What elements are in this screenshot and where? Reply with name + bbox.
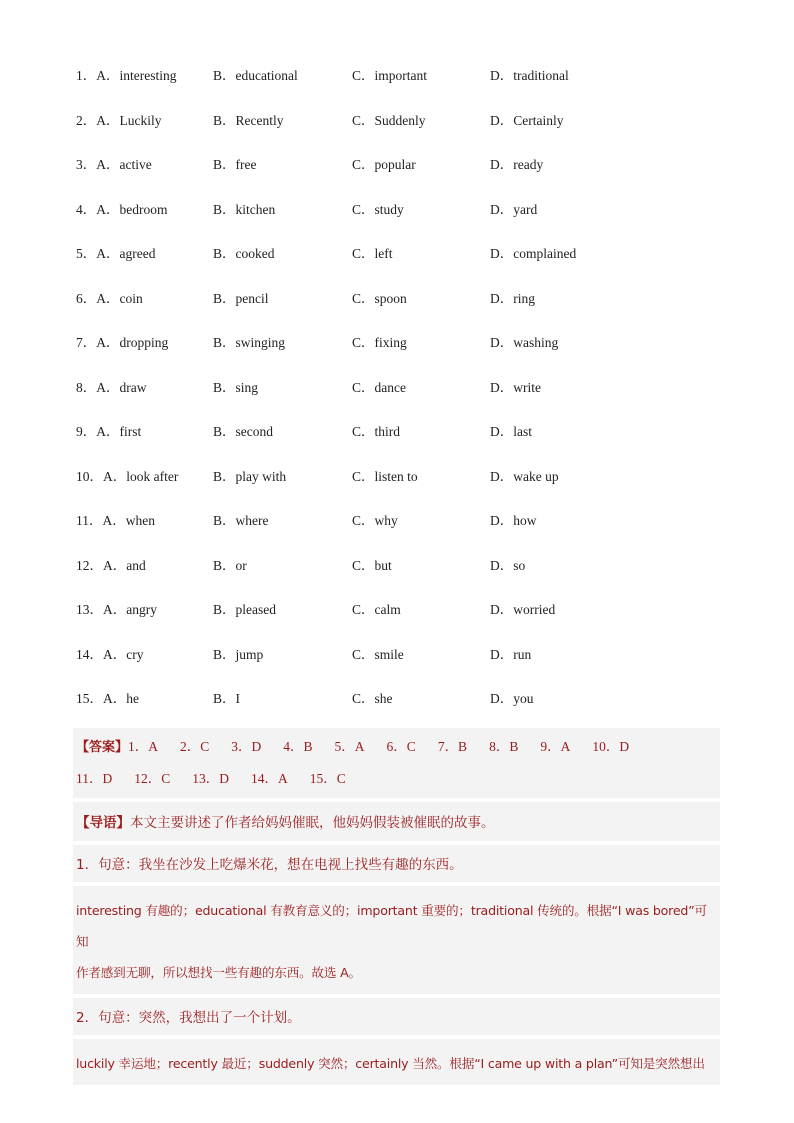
option-b: B．free	[213, 157, 257, 172]
option-c: C．popular	[352, 157, 416, 172]
question-number: 2．	[76, 112, 97, 128]
option-d: D．last	[490, 424, 532, 439]
option-b: B．Recently	[213, 112, 284, 128]
question-number: 12．	[76, 557, 103, 573]
answer-item: 7．B	[437, 739, 468, 754]
option-a: A．dropping	[96, 335, 169, 350]
option-d: D．ring	[490, 290, 535, 306]
option-b: B．jump	[213, 646, 264, 662]
option-c: C．important	[352, 68, 427, 83]
option-b: B．or	[213, 557, 247, 573]
option-b: B．educational	[213, 68, 298, 83]
question-number-option-a	[76, 331, 168, 355]
option-c: C．dance	[352, 379, 406, 395]
option-a: A．first	[96, 424, 142, 439]
analysis-line: luckily 幸运地；recently 最近；suddenly 突然；certainly 当然。根据“I came up with a plan”可知是突然想出	[76, 1056, 705, 1071]
question-row	[76, 687, 716, 732]
option-d: D．Certainly	[490, 112, 564, 128]
question-row	[76, 64, 716, 109]
option-d: D．how	[490, 513, 537, 528]
answer-key	[73, 728, 720, 798]
option-d: D．so	[490, 557, 526, 573]
option-c: C．why	[352, 513, 398, 528]
answer-item: 10．D	[592, 739, 630, 754]
question-number: 4．	[76, 201, 97, 217]
answer-item: 13．D	[192, 771, 230, 786]
option-b: B．sing	[213, 379, 259, 395]
option-b: B．swinging	[213, 335, 286, 350]
question-number-option-a	[76, 687, 139, 711]
analysis-line: 作者感到无聊，所以想找一些有趣的东西。故选 A。	[76, 965, 361, 980]
translation-2: 2．句意：突然，我想出了一个计划。	[76, 1010, 301, 1026]
question-number-option-a	[76, 420, 141, 444]
answer-item: 15．C	[309, 771, 346, 786]
question-number-option-a	[76, 198, 168, 222]
option-d: D．you	[490, 691, 534, 706]
option-b: B．I	[213, 691, 240, 706]
question-number: 15．	[76, 691, 103, 706]
option-c: C．listen to	[352, 468, 418, 484]
divider	[73, 882, 720, 886]
question-number-option-a	[76, 554, 146, 578]
question-number-option-a	[76, 287, 143, 311]
option-a: A．angry	[103, 602, 157, 617]
option-a: A．active	[96, 157, 152, 172]
option-a: A．he	[103, 691, 139, 706]
answer-item: 5．A	[334, 739, 365, 754]
question-number: 5．	[76, 246, 97, 261]
answer-item: 4．B	[283, 739, 313, 754]
option-a: A．bedroom	[96, 201, 168, 217]
option-a: A．draw	[96, 379, 147, 395]
question-row	[76, 465, 716, 510]
divider	[73, 994, 720, 998]
option-a: A．look after	[103, 468, 179, 484]
option-c: C．left	[352, 246, 393, 261]
analysis-2	[73, 1042, 720, 1085]
option-d: D．traditional	[490, 68, 569, 83]
question-row	[76, 287, 716, 332]
question-number: 9．	[76, 424, 97, 439]
answer-item: 6．C	[386, 739, 416, 754]
question-number: 3．	[76, 157, 97, 172]
option-c: C．third	[352, 424, 401, 439]
analysis-1	[73, 889, 720, 994]
option-d: D．ready	[490, 157, 544, 172]
option-c: C．calm	[352, 602, 401, 617]
option-a: A．Luckily	[96, 112, 162, 128]
option-a: A．cry	[103, 646, 144, 662]
option-d: D．worried	[490, 602, 556, 617]
question-number: 13．	[76, 602, 103, 617]
question-row	[76, 109, 716, 154]
option-a: A．when	[102, 513, 155, 528]
answer-item: 2．C	[180, 739, 210, 754]
answer-item: 1．A	[128, 739, 159, 754]
question-row	[76, 509, 716, 554]
question-number: 7．	[76, 335, 97, 350]
option-c: C．study	[352, 201, 404, 217]
option-b: B．play with	[213, 468, 287, 484]
option-d: D．washing	[490, 335, 559, 350]
guide-text: 本文主要讲述了作者给妈妈催眠，他妈妈假装被催眠的故事。	[130, 815, 495, 831]
option-a: A．coin	[96, 290, 143, 306]
option-c: C．but	[352, 557, 392, 573]
option-d: D．run	[490, 646, 532, 662]
answer-label: 【答案】	[76, 740, 129, 755]
option-d: D．yard	[490, 201, 538, 217]
question-number: 1．	[76, 68, 97, 83]
question-row	[76, 643, 716, 688]
question-row	[76, 420, 716, 465]
divider	[73, 1035, 720, 1039]
guide-label: 【导语】	[76, 815, 130, 831]
option-c: C．Suddenly	[352, 112, 426, 128]
question-list	[76, 64, 716, 732]
question-row	[76, 153, 716, 198]
question-number-option-a	[76, 64, 177, 88]
option-a: A．and	[103, 557, 146, 573]
question-number: 14．	[76, 646, 103, 662]
question-row	[76, 242, 716, 287]
option-c: C．smile	[352, 646, 404, 662]
question-number-option-a	[76, 153, 152, 177]
option-c: C．fixing	[352, 335, 407, 350]
question-number-option-a	[76, 509, 155, 533]
option-c: C．she	[352, 691, 393, 706]
question-number: 8．	[76, 379, 97, 395]
question-number-option-a	[76, 465, 178, 489]
question-number-option-a	[76, 242, 155, 266]
option-c: C．spoon	[352, 290, 407, 306]
question-number-option-a	[76, 643, 144, 667]
question-number-option-a	[76, 598, 157, 622]
question-row	[76, 376, 716, 421]
answer-item: 14．A	[251, 771, 288, 786]
translation-1: 1．句意：我坐在沙发上吃爆米花，想在电视上找些有趣的东西。	[76, 857, 463, 873]
guide-section	[73, 805, 720, 841]
question-number: 11．	[76, 513, 103, 528]
question-number: 10．	[76, 468, 103, 484]
question-row	[76, 331, 716, 376]
answer-item: 8．B	[489, 739, 519, 754]
answer-item: 12．C	[134, 771, 171, 786]
question-number-option-a	[76, 109, 162, 133]
option-b: B．where	[213, 513, 269, 528]
divider	[73, 841, 720, 845]
answer-item: 3．D	[231, 739, 262, 754]
option-d: D．write	[490, 379, 541, 395]
option-b: B．pleased	[213, 602, 276, 617]
question-number-option-a	[76, 376, 147, 400]
analysis-line: interesting 有趣的；educational 有教育意义的；important 重要的；traditional 传统的。根据“I was bored”可知	[76, 903, 707, 949]
divider	[73, 798, 720, 802]
option-d: D．wake up	[490, 468, 559, 484]
option-b: B．cooked	[213, 246, 275, 261]
option-a: A．interesting	[96, 68, 177, 83]
option-a: A．agreed	[96, 246, 156, 261]
option-d: D．complained	[490, 246, 577, 261]
option-b: B．pencil	[213, 290, 269, 306]
option-b: B．kitchen	[213, 201, 276, 217]
answer-item: 9．A	[540, 739, 571, 754]
question-number: 6．	[76, 290, 97, 306]
question-row	[76, 598, 716, 643]
option-b: B．second	[213, 424, 273, 439]
answer-item: 11．D	[76, 771, 113, 786]
question-row	[76, 198, 716, 243]
answer-panel	[73, 728, 720, 1085]
question-row	[76, 554, 716, 599]
